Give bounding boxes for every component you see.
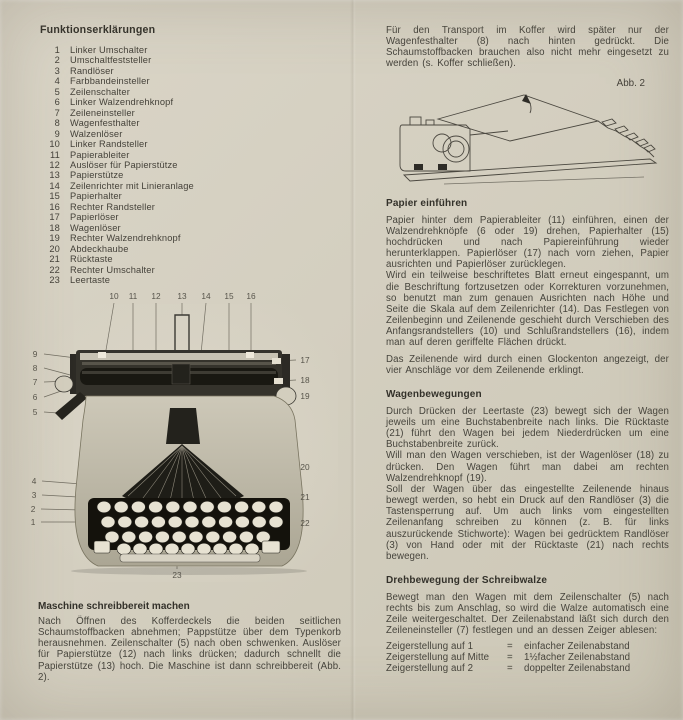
part-number: 23 (49, 274, 60, 285)
equals-sign: = (507, 663, 513, 675)
spacing-term: Zeigerstellung auf 2 (386, 663, 474, 675)
section-paragraph: Soll der Wagen über das eingestellte Zeilenende hinaus bewegt werden, so hebt ein Druck auf den Randlöser (3) die Tastensperrung auf. Um auch links vom eingestellten Zeilenanfang schreiben zu können (z. B. für links auszurückende Stichworte): Wagen bei gedrücktem Randlöser (3) von Hand oder mit der Rücktaste (21) nach rechts bewegen. (386, 483, 669, 562)
equals-sign: = (507, 651, 513, 663)
left-column (30, 24, 344, 714)
spacing-term: Zeigerstellung auf 1 (386, 640, 474, 652)
typewriter-key (269, 516, 283, 528)
part-label: Papierableiter (70, 149, 130, 160)
paper-release (272, 358, 281, 364)
right-margin-stop (246, 352, 254, 358)
part-label: Zeilenrichter mit Linieranlage (70, 180, 194, 191)
typewriter-key (185, 516, 199, 528)
part-number: 20 (49, 243, 60, 254)
part-number: 14 (49, 180, 60, 191)
callout-number: 23 (172, 570, 182, 580)
typewriter-key (235, 516, 249, 528)
equals-sign: = (507, 640, 513, 652)
typewriter-key (149, 543, 163, 555)
part-label: Wagenlöser (70, 222, 121, 233)
part-row (44, 76, 344, 86)
section-paragraph: Durch Drücken der Leertaste (23) bewegt sich der Wagen jeweils um eine Buchstabenbreite nach links. Die Rücktaste (21) führt den Wagen bei jedem Niederdrücken um eine Buchstabenbreite zurück. (386, 405, 669, 451)
part-row (44, 108, 344, 118)
typewriter-key (217, 501, 231, 513)
part-number: 3 (54, 65, 60, 76)
callout-number: 18 (300, 375, 310, 385)
part-number: 17 (49, 212, 60, 223)
typewriter-key (166, 501, 180, 513)
typewriter-key (189, 531, 203, 543)
spacing-term: Zeigerstellung auf Mitte (386, 651, 490, 663)
typewriter-key (206, 531, 220, 543)
section-heading: Drehbewegung der Schreibwalze (386, 575, 548, 586)
part-label: Zeileneinsteller (70, 107, 135, 118)
spacing-value: 1½facher Zeilenabstand (524, 651, 631, 663)
part-number: 6 (54, 97, 60, 108)
callout-number: 22 (300, 518, 310, 528)
typewriter-key (181, 543, 195, 555)
callout-number: 21 (300, 492, 310, 502)
typewriter-key (101, 516, 115, 528)
callout-number: 11 (128, 291, 138, 301)
typewriter-key (183, 501, 197, 513)
part-number: 4 (54, 76, 60, 87)
part-row (44, 202, 344, 212)
typewriter-key (131, 501, 145, 513)
part-number: 1 (54, 45, 60, 55)
section-paragraph: Papier hinter dem Papierableiter (11) einführen, einen der Walzendrehknöpfe (6 oder 19) drehen, Papierhalter (15) hochdrücken und nach Papiereinführung wieder herunterklappen. Papierlöser (17) nach vorn ziehen, Papier ausrichten und Papierlöser zurücklegen. (386, 214, 669, 271)
part-label: Zeilenschalter (70, 86, 130, 97)
typewriter-key (235, 501, 249, 513)
part-row (44, 66, 344, 76)
part-row (44, 191, 344, 201)
carriage (70, 350, 290, 396)
part-label: Walzenlöser (70, 128, 123, 139)
section-paragraph: Wird ein teilweise beschriftetes Blatt erneut eingespannt, um die Beschriftung fortzusetzen oder Korrekturen vorzunehmen, so benutzt man zum genauen Ausrichten nach Höhe und Seite die Skala auf dem Zeilenrichter (14). Das Festlegen von Zeilenbeginn und Zeilenende geschieht durch Verschieben des Anfangsrandstellers (10) und Schlußrandstellers (16), indem man auf deren geriffelte Flächen drückt. (386, 270, 669, 349)
callout-number: 7 (32, 377, 38, 387)
part-row (44, 275, 344, 285)
callout-number: 8 (32, 363, 38, 373)
part-label: Linker Randsteller (70, 139, 148, 150)
section-paragraph: Bewegt man den Wagen mit dem Zeilenschalter (5) nach rechts bis zum Anschlag, so wird die Walze automatisch eine Zeile weitergeschaltet. Der Zeilenabstand läßt sich durch den Zeileneinsteller (7) festlegen und an dessen Zeiger ablesen: (386, 592, 669, 637)
ready-paragraph: Nach Öffnen des Kofferdeckels die beiden seitlichen Schaumstoffbacken abnehmen; Pappstütze über dem Typenkorb herausnehmen. Zeilenschalter (5) nach oben schwenken. Auslöser für Papierstütze (12) nach links drücken; dadurch schnellt die Papierstütze (13) hoch. Die Maschine ist dann schreibbereit (Abb. 2). (38, 616, 341, 683)
typewriter-key (117, 543, 131, 555)
part-row (44, 233, 344, 243)
transport-paragraph: Für den Transport im Koffer wird später nur der Wagenfesthalter (8) nach hinten gedrückt. Die Schaumstoffbacken brauchen also nicht mehr eingesetzt zu werden (s. Koffer schließen). (386, 25, 669, 70)
part-row (44, 170, 344, 180)
keyboard-slope (598, 119, 655, 157)
callout-number: 6 (32, 392, 38, 402)
section (386, 198, 669, 376)
part-label: Papierlöser (70, 212, 119, 223)
part-number: 9 (54, 128, 60, 139)
part-row (44, 212, 344, 222)
space-bar (120, 554, 260, 562)
card-guide (172, 364, 190, 384)
part-number: 10 (49, 139, 60, 150)
callout-number: 15 (224, 291, 234, 301)
typewriter-key (122, 531, 136, 543)
part-label: Linker Walzendrehknopf (70, 97, 174, 108)
part-number: 18 (49, 222, 60, 233)
typewriter-key (219, 516, 233, 528)
typewriter-key (269, 501, 283, 513)
typewriter-key (200, 501, 214, 513)
typewriter-key (245, 543, 259, 555)
callout-number: 13 (177, 291, 187, 301)
left-margin-stop (98, 352, 106, 358)
callout-number: 14 (201, 291, 211, 301)
part-label: Wagenfesthalter (70, 118, 140, 129)
callout-number: 1 (30, 517, 36, 527)
part-number: 13 (49, 170, 60, 181)
spacing-value: doppelter Zeilenabstand (524, 663, 631, 675)
part-label: Farbbandeinsteller (70, 76, 150, 87)
section (386, 575, 669, 675)
part-number: 2 (54, 55, 60, 66)
case-drawing (386, 91, 662, 185)
callout-number: 20 (300, 462, 310, 472)
part-number: 22 (49, 264, 60, 275)
section-heading: Wagenbewegungen (386, 388, 482, 400)
part-label: Rechter Randsteller (70, 201, 156, 212)
typewriter-key (252, 516, 266, 528)
spacing-row (386, 663, 669, 674)
parts-list (44, 45, 344, 285)
typewriter-key (139, 531, 153, 543)
part-number: 19 (49, 233, 60, 244)
part-row (44, 45, 344, 55)
left-shift-key (94, 541, 110, 553)
part-label: Papierhalter (70, 191, 122, 202)
part-number: 11 (50, 149, 60, 160)
section-paragraph: Will man den Wagen verschieben, ist der Wagenlöser (18) zu drücken. Den Wagen führt man dabei am rechten Walzendrehknopf (19). (386, 450, 669, 484)
typewriter-key (213, 543, 227, 555)
typewriter-key (252, 501, 266, 513)
typewriter-key (165, 543, 179, 555)
callout-number: 12 (151, 291, 161, 301)
typewriter-key (114, 501, 128, 513)
callout-number: 3 (31, 490, 37, 500)
part-row (44, 254, 344, 264)
part-row (44, 150, 344, 160)
part-label: Leertaste (70, 274, 111, 285)
callout-number: 9 (32, 349, 38, 359)
typewriter-key (97, 501, 111, 513)
spacing-table (386, 641, 669, 675)
typewriter-key (133, 543, 147, 555)
typewriter-key (223, 531, 237, 543)
figure2-label: Abb. 2 (616, 77, 645, 89)
part-label: Rechter Umschalter (70, 264, 155, 275)
typewriter-key (155, 531, 169, 543)
section-heading: Papier einführen (386, 197, 468, 209)
typewriter-photo (24, 292, 356, 594)
part-row (44, 223, 344, 233)
part-number: 7 (54, 107, 60, 118)
part-row (44, 129, 344, 139)
callout-number: 16 (246, 291, 256, 301)
part-label: Umschaltfeststeller (70, 55, 152, 66)
typewriter-key (202, 516, 216, 528)
callout-number: 2 (30, 504, 36, 514)
part-label: Papierstütze (70, 170, 124, 181)
case-lid (438, 95, 598, 141)
spacing-value: einfacher Zeilenabstand (524, 640, 630, 652)
callout-number: 4 (31, 476, 37, 486)
part-row (44, 160, 344, 170)
section-paragraph: Das Zeilenende wird durch einen Glockenton angezeigt, der vier Anschläge vor dem Zeilenende erklingt. (386, 353, 669, 376)
carriage-release (274, 378, 283, 384)
case-base (404, 159, 656, 184)
section (386, 389, 669, 562)
part-row (44, 97, 344, 107)
right-column (386, 25, 669, 675)
part-label: Rücktaste (70, 254, 113, 265)
callout-number: 5 (32, 407, 38, 417)
callout-number: 10 (109, 291, 119, 301)
part-row (44, 55, 344, 65)
typewriter-key (151, 516, 165, 528)
typewriter-key (168, 516, 182, 528)
ready-heading: Maschine schreibbereit machen (38, 601, 190, 612)
typewriter-key (172, 531, 186, 543)
sections (386, 198, 669, 675)
typewriter-figure (24, 292, 356, 594)
machine-profile (400, 117, 508, 171)
part-row (44, 244, 344, 254)
spacing-row (386, 652, 669, 663)
part-row (44, 87, 344, 97)
part-row (44, 265, 344, 275)
part-row (44, 118, 344, 128)
typewriter-key (135, 516, 149, 528)
callout-number: 17 (300, 355, 310, 365)
part-label: Randlöser (70, 65, 114, 76)
parts-heading: Funktionserklärungen (40, 24, 156, 36)
typewriter-key (197, 543, 211, 555)
part-number: 5 (54, 86, 60, 97)
part-row (44, 139, 344, 149)
typewriter-key (118, 516, 132, 528)
part-number: 15 (49, 191, 60, 202)
typewriter-key (229, 543, 243, 555)
right-shift-key (262, 541, 280, 553)
left-platen-knob (55, 376, 73, 392)
part-label: Auslöser für Papierstütze (70, 159, 178, 170)
shadow (71, 567, 307, 575)
part-label: Rechter Walzendrehknopf (70, 233, 181, 244)
part-number: 21 (49, 254, 60, 265)
typewriter-key (239, 531, 253, 543)
part-label: Linker Umschalter (70, 45, 148, 55)
typewriter-key (149, 501, 163, 513)
callout-number: 19 (300, 391, 310, 401)
spacing-row (386, 641, 669, 652)
part-number: 8 (54, 118, 60, 129)
part-number: 12 (49, 159, 60, 170)
part-number: 16 (49, 201, 60, 212)
part-row (44, 181, 344, 191)
part-label: Abdeckhaube (70, 243, 129, 254)
